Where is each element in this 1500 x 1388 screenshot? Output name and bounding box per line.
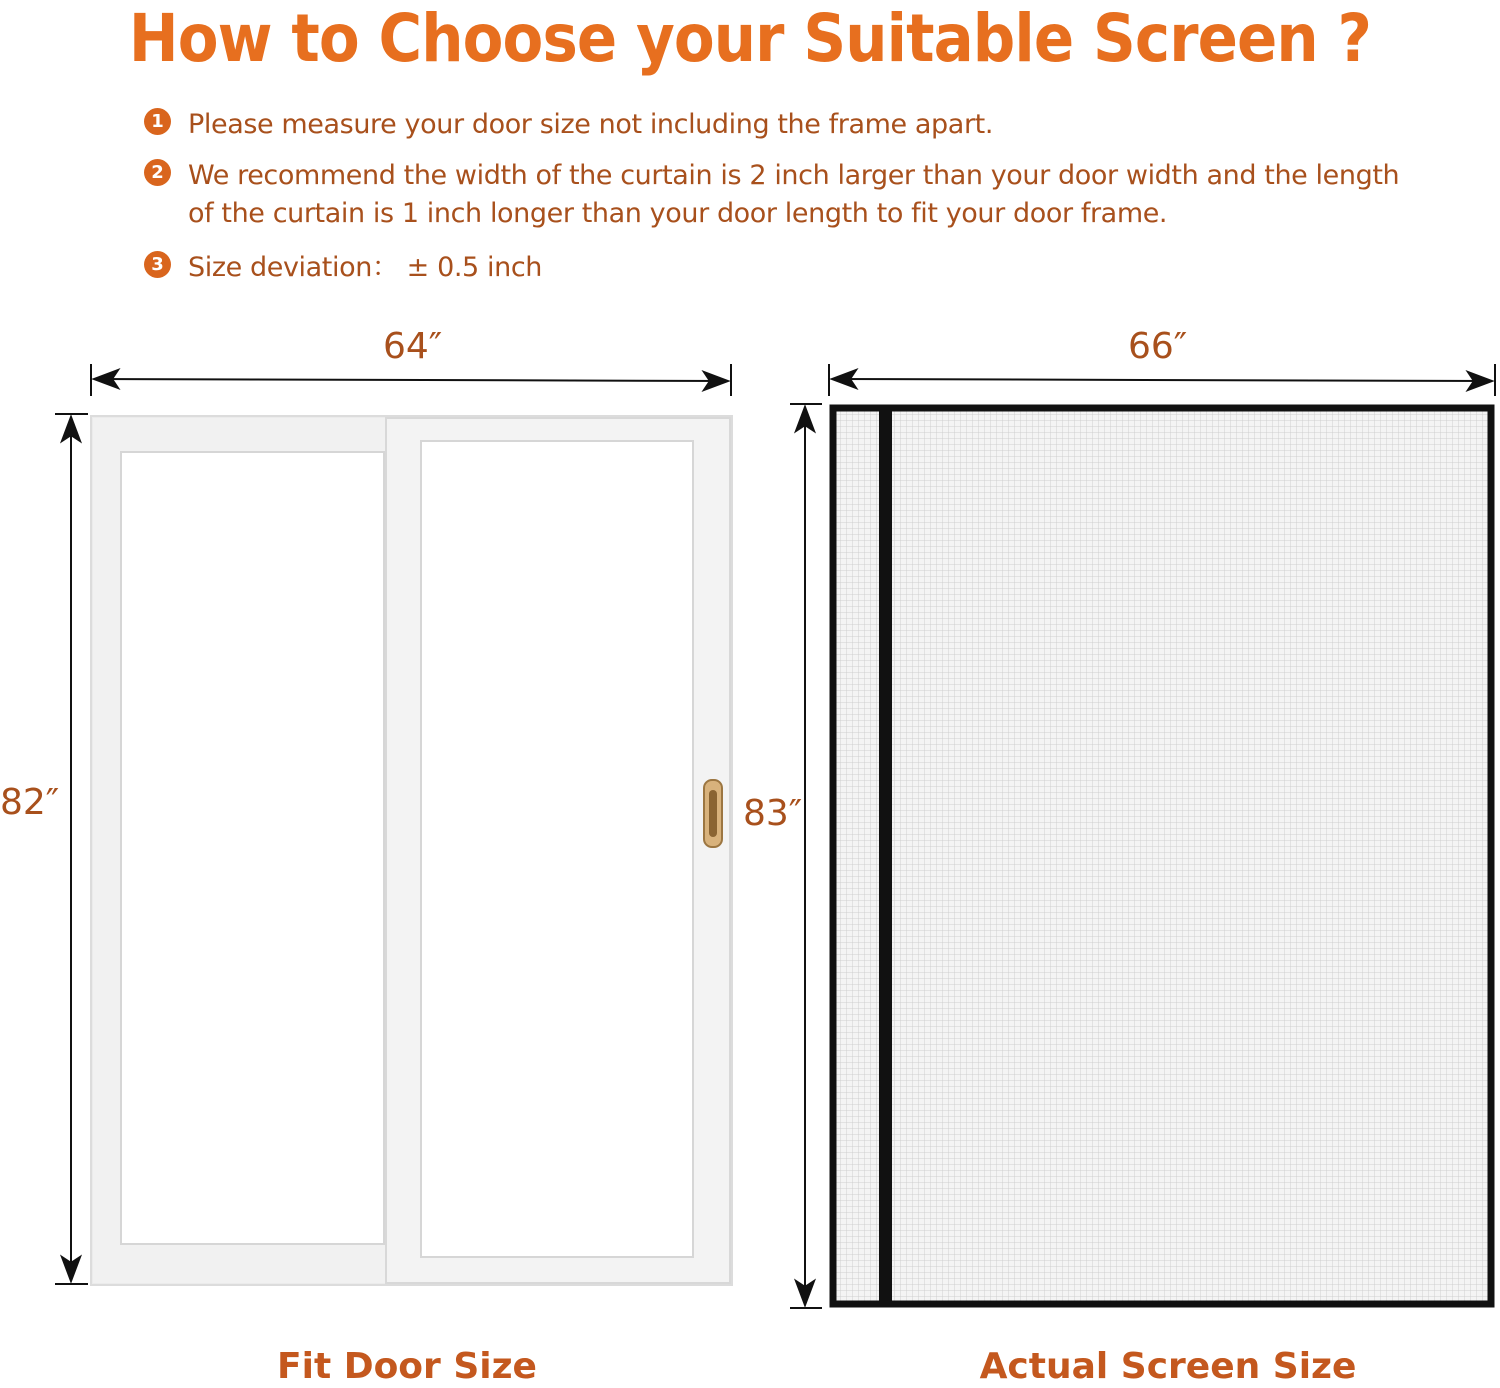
screen-height-arrow bbox=[790, 404, 822, 1308]
step-text: Please measure your door size not including the frame apart. bbox=[188, 109, 994, 140]
screen-caption: Actual Screen Size bbox=[979, 1346, 1357, 1387]
screen-height-label: 83″ bbox=[743, 793, 803, 834]
door-caption: Fit Door Size bbox=[277, 1346, 537, 1387]
step-number-badge: 3 bbox=[144, 251, 171, 278]
sliding-door-icon bbox=[91, 416, 732, 1285]
mesh-screen-icon bbox=[833, 408, 1491, 1304]
door-width-arrow bbox=[91, 364, 731, 396]
door-height-label: 82″ bbox=[0, 782, 60, 823]
step-text: Size deviation： ± 0.5 inch bbox=[188, 252, 542, 283]
step-number-badge: 2 bbox=[144, 159, 171, 186]
door-height-arrow bbox=[55, 414, 88, 1284]
step-number-badge: 1 bbox=[144, 108, 171, 135]
door-handle-icon bbox=[704, 780, 722, 847]
step-text: We recommend the width of the curtain is 2 inch larger than your door width and the length of the curtain is 1 inch longer than your door length to fit your door frame. bbox=[188, 160, 1400, 229]
screen-width-arrow bbox=[829, 364, 1495, 396]
door-width-label: 64″ bbox=[383, 326, 443, 367]
page-title: How to Choose your Suitable Screen ? bbox=[128, 0, 1372, 77]
screen-width-label: 66″ bbox=[1128, 326, 1188, 367]
